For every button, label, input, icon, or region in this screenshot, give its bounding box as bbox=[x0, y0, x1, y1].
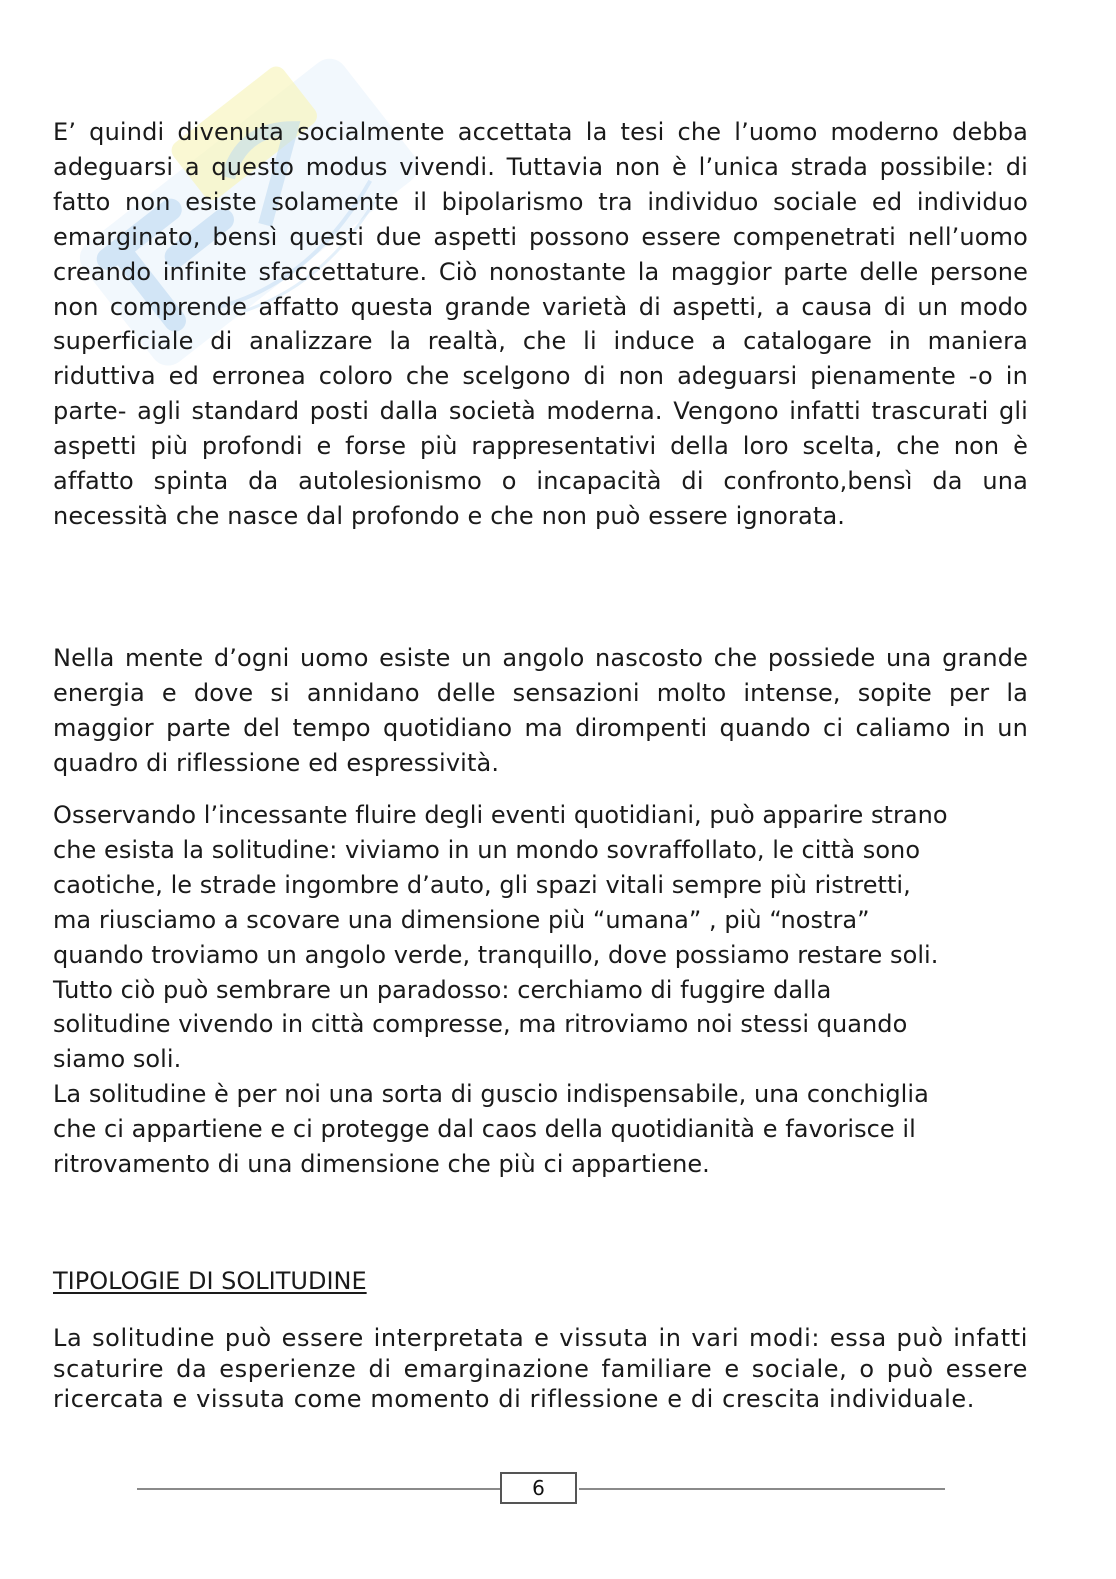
footer-rule-left bbox=[137, 1488, 501, 1490]
paragraph-3-line: ritrovamento di una dimensione che più ci appartiene. bbox=[53, 1150, 710, 1179]
paragraph-1: E’ quindi divenuta socialmente accettata la tesi che l’uomo moderno debba adeguarsi a questo modus vivendi. Tuttavia non è l’unica strada possibile: di fatto non esiste solamente il bipolarismo tra individuo sociale ed individuo emarginato, bensì questi due aspetti possono essere compenetrati nell’uomo creando infinite sfaccettature. Ciò nonostante la maggior parte delle persone non comprende affatto questa grande varietà di aspetti, a causa di un modo superficiale di analizzare la realtà, che li induce a catalogare in maniera riduttiva ed erronea coloro che scelgono di non adeguarsi pienamente -o in parte- agli standard posti dalla società moderna. Vengono infatti trascurati gli aspetti più profondi e forse più rappresentativi della loro scelta, che non è affatto spinta da autolesionismo o incapacità di confronto,bensì da una necessità che nasce dal profondo e che non può essere ignorata. bbox=[53, 118, 1028, 530]
paragraph-3-line: quando troviamo un angolo verde, tranquillo, dove possiamo restare soli. bbox=[53, 940, 939, 969]
paragraph-3-line: siamo soli. bbox=[53, 1045, 182, 1074]
paragraph-3-line: che esista la solitudine: viviamo in un mondo sovraffollato, le città sono bbox=[53, 835, 921, 864]
paragraph-3-line: solitudine vivendo in città compresse, ma ritroviamo noi stessi quando bbox=[53, 1010, 908, 1039]
paragraph-3-line: Osservando l’incessante fluire degli eventi quotidiani, può apparire strano bbox=[53, 801, 948, 829]
paragraph-2: Nella mente d’ogni uomo esiste un angolo nascosto che possiede una grande energia e dove si annidano delle sensazioni molto intense, sopite per la maggior parte del tempo quotidiano ma dirompenti quando ci caliamo in un quadro di riflessione ed espressività. bbox=[53, 644, 1028, 777]
paragraph-3-line: La solitudine è per noi una sorta di guscio indispensabile, una conchiglia bbox=[53, 1080, 929, 1109]
section-heading: TIPOLOGIE DI SOLITUDINE bbox=[53, 1267, 367, 1295]
paragraph-3-line: caotiche, le strade ingombre d’auto, gli spazi vitali sempre più ristretti, bbox=[53, 870, 911, 899]
paragraph-3-line: Tutto ciò può sembrare un paradosso: cerchiamo di fuggire dalla bbox=[53, 975, 832, 1004]
paragraph-3-line: ma riusciamo a scovare una dimensione più “umana” , più “nostra” bbox=[53, 905, 870, 934]
footer-rule-right bbox=[579, 1488, 945, 1490]
paragraph-3-line: che ci appartiene e ci protegge dal caos della quotidianità e favorisce il bbox=[53, 1115, 916, 1144]
page-number: 6 bbox=[500, 1472, 577, 1504]
paragraph-3 bbox=[53, 798, 1028, 1182]
paragraph-4: La solitudine può essere interpretata e vissuta in vari modi: essa può infatti scaturire da esperienze di emarginazione familiare e sociale, o può essere ricercata e vissuta come momento di riflessione e di crescita individuale. bbox=[53, 1324, 1028, 1413]
